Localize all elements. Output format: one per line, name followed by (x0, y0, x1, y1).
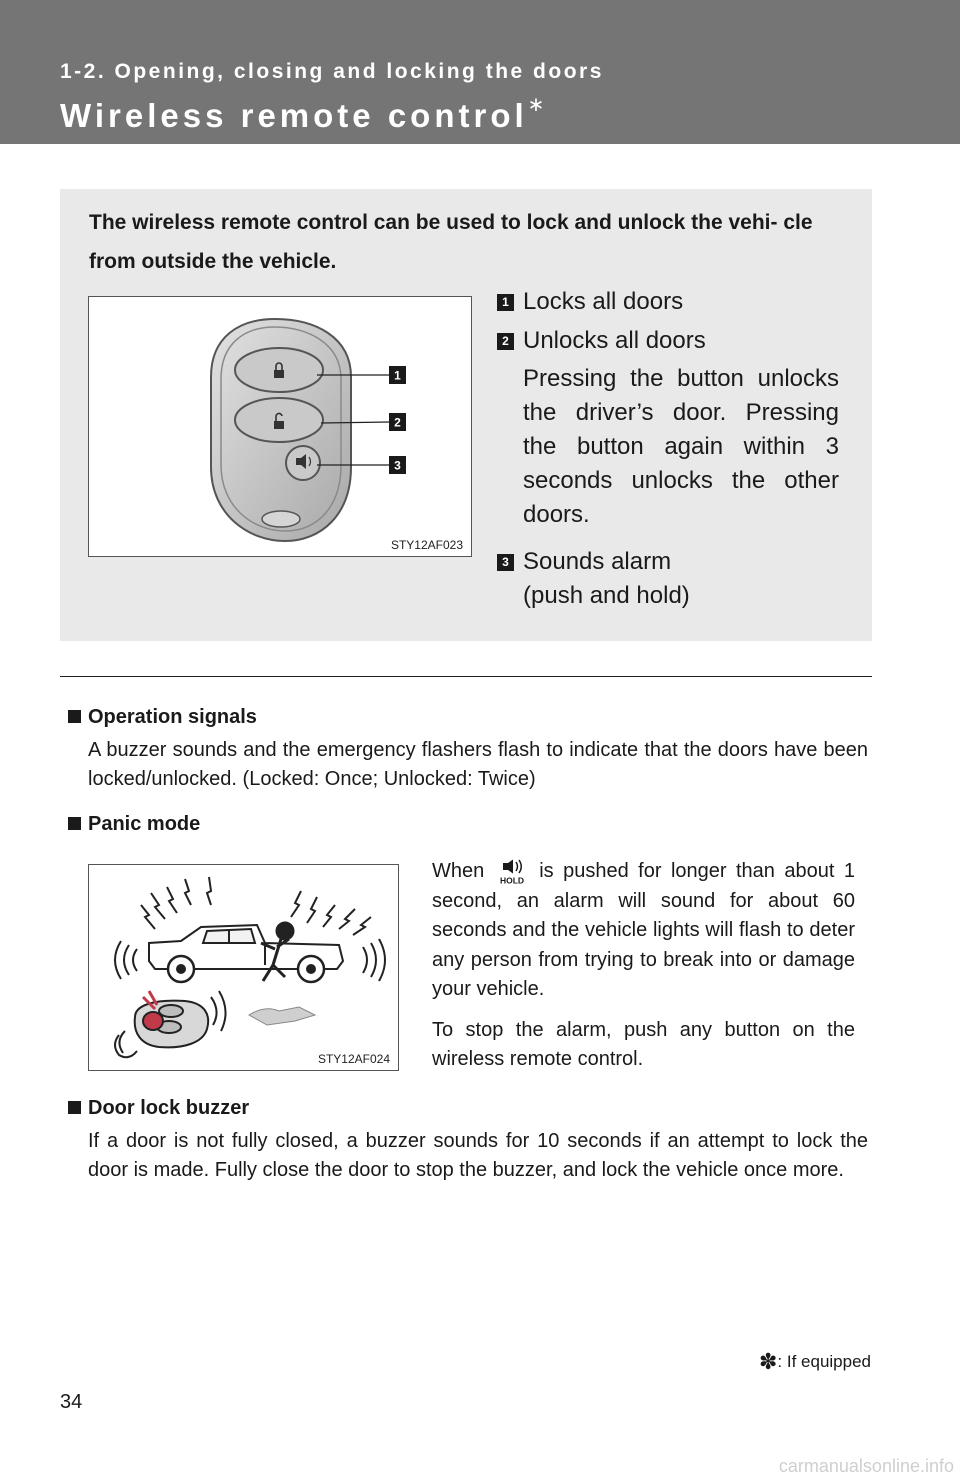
page-title-text: Wireless remote control (60, 97, 528, 134)
asterisk-icon: ✽ (758, 1349, 778, 1374)
legend-unlock-description: Pressing the button unlocks the driver’s door. Pressing the button again within 3 seconds unlocks the other doors. (523, 365, 839, 528)
panic-paragraph-2: To stop the alarm, push any button on the wireless remote control. (432, 1018, 855, 1070)
legend-number: 2 (497, 333, 514, 350)
page-number: 34 (60, 1391, 83, 1413)
section-body: A buzzer sounds and the emergency flashers flash to indicate that the doors have been locked/unlocked. (Locked: Once; Unlocked: Twice) (88, 739, 868, 790)
legend-item-unlock (497, 324, 839, 358)
section-title-text: Operation signals (88, 706, 257, 728)
footnote-text: : If equipped (777, 1352, 871, 1371)
section-title-text: Door lock buzzer (88, 1097, 250, 1119)
operation-signals-section (68, 702, 868, 794)
legend-number: 1 (497, 294, 514, 311)
button-legend (497, 285, 839, 613)
callout-3: 3 (394, 458, 401, 473)
panic-text-start: When (432, 860, 485, 882)
legend-number: 3 (497, 554, 514, 571)
intro-box (60, 189, 872, 641)
section-title (68, 1093, 868, 1123)
if-equipped-mark: ∗ (527, 94, 545, 116)
unlock-button (235, 398, 323, 442)
figure-code: STY12AF024 (317, 1052, 390, 1066)
panic-mode-figure (88, 864, 399, 1071)
watermark: carmanualsonline.info (778, 1456, 954, 1476)
panic-mode-illustration (89, 865, 398, 1070)
section-body: If a door is not fully closed, a buzzer sounds for 10 seconds if an attempt to lock the door is made. Fully close the door to stop the buzzer, and lock the vehicle once more. (88, 1130, 868, 1181)
legend-item-alarm (497, 545, 839, 579)
section-title (68, 809, 868, 839)
panic-paragraph-1 (432, 857, 855, 1005)
footnote (759, 1347, 871, 1373)
bullet-square-icon (68, 817, 81, 830)
remote-control-illustration (89, 297, 471, 556)
section-divider (60, 676, 872, 677)
panic-mode-text (432, 857, 855, 1086)
callout-2: 2 (394, 415, 401, 430)
door-lock-buzzer-section (68, 1093, 868, 1185)
bullet-square-icon (68, 1101, 81, 1114)
remote-control-figure (88, 296, 472, 557)
callout-1: 1 (394, 368, 401, 383)
legend-label: Unlocks all doors (523, 327, 706, 354)
section-title-text: Panic mode (88, 813, 201, 835)
bullet-square-icon (68, 710, 81, 723)
page-header (0, 0, 960, 144)
figure-code: STY12AF023 (390, 538, 463, 552)
section-title (68, 702, 868, 732)
legend-label: Locks all doors (523, 288, 684, 315)
legend-alarm-sub: (push and hold) (523, 582, 690, 609)
legend-label: Sounds alarm (523, 548, 672, 575)
page-title (60, 96, 544, 135)
horn-hold-icon (494, 859, 530, 885)
intro-text: The wireless remote control can be used to lock and unlock the vehi- cle from outside the vehicle. (89, 211, 813, 273)
legend-item-lock (497, 285, 839, 319)
panic-mode-section (68, 809, 868, 839)
section-heading: 1-2. Opening, closing and locking the doors (60, 60, 604, 83)
hold-icon-label: HOLD (499, 875, 524, 885)
panic-text-end: is pushed for longer than about 1 second, an alarm will sound for about 60 seconds and the vehicle lights will flash to deter any person from trying to break into or damage your vehicle. (432, 860, 856, 1000)
